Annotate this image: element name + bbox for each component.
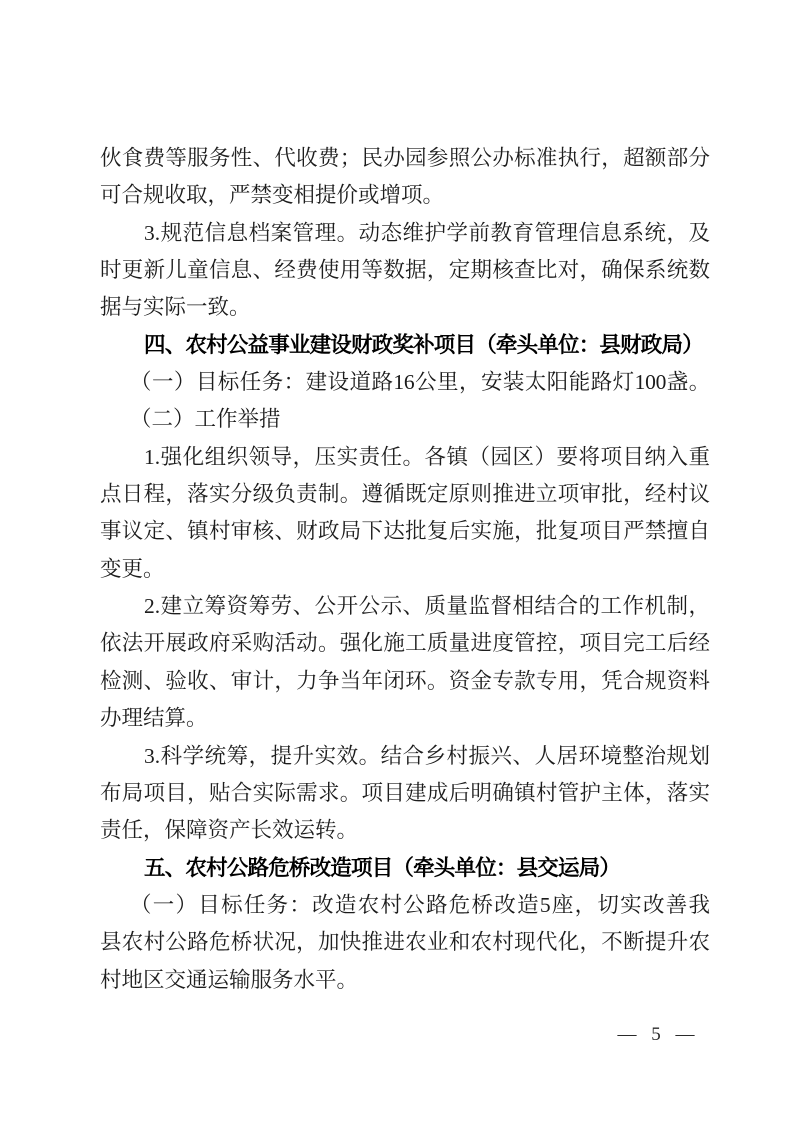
section-4-measure-2-line: 办理结算。 <box>100 706 208 731</box>
section-5-objective-line: 县农村公路危桥状况，加快推进农业和农村现代化，不断提升农 <box>100 930 710 955</box>
carryover-paragraph-line: 可合规收取，严禁变相提价或增项。 <box>100 183 445 208</box>
page-number: — 5 — <box>617 1024 695 1045</box>
section-4-measure-3-line: 责任，保障资产长效运转。 <box>100 818 359 843</box>
section-5-objective-line: （一）目标任务：改造农村公路危桥改造5座，切实改善我 <box>130 892 710 917</box>
section-4-measure-2-line: 检测、验收、审计，力争当年闭环。资金专款专用，凭合规资料 <box>100 668 710 693</box>
section-4-measure-1-line: 事议定、镇村审核、财政局下达批复后实施，批复项目严禁擅自 <box>100 519 710 544</box>
section-4-measure-2-line: 依法开展政府采购活动。强化施工质量进度管控，项目完工后经 <box>100 631 710 656</box>
paragraph-3-line: 3.规范信息档案管理。动态维护学前教育管理信息系统，及 <box>144 220 710 245</box>
section-4-measure-1-line: 变更。 <box>100 556 165 581</box>
section-4-measures-heading: （二）工作举措 <box>130 407 281 432</box>
section-4-objective-line: （一）目标任务：建设道路16公里，安装太阳能路灯100盏。 <box>130 370 710 395</box>
section-4-measure-3-line: 布局项目，贴合实际需求。项目建成后明确镇村管护主体，落实 <box>100 780 710 805</box>
carryover-paragraph-line: 伙食费等服务性、代收费；民办园参照公办标准执行，超额部分 <box>100 146 710 170</box>
paragraph-3-line: 时更新儿童信息、经费使用等数据，定期核查比对，确保系统数 <box>100 258 710 283</box>
section-5-objective-line: 村地区交通运输服务水平。 <box>100 967 359 992</box>
section-4-measure-1-line: 1.强化组织领导，压实责任。各镇（园区）要将项目纳入重 <box>144 444 710 469</box>
document-body <box>100 140 710 999</box>
section-4-measure-3-line: 3.科学统筹，提升实效。结合乡村振兴、人居环境整治规划 <box>144 743 710 768</box>
section-4-heading: 四、农村公益事业建设财政奖补项目（牵头单位：县财政局） <box>144 332 703 357</box>
section-5-heading: 五、农村公路危桥改造项目（牵头单位：县交运局） <box>144 855 621 880</box>
paragraph-3-line: 据与实际一致。 <box>100 295 251 320</box>
section-4-measure-2-line: 2.建立筹资筹劳、公开公示、质量监督相结合的工作机制， <box>144 594 710 619</box>
section-4-measure-1-line: 点日程，落实分级负责制。遵循既定原则推进立项审批，经村议 <box>100 482 710 507</box>
